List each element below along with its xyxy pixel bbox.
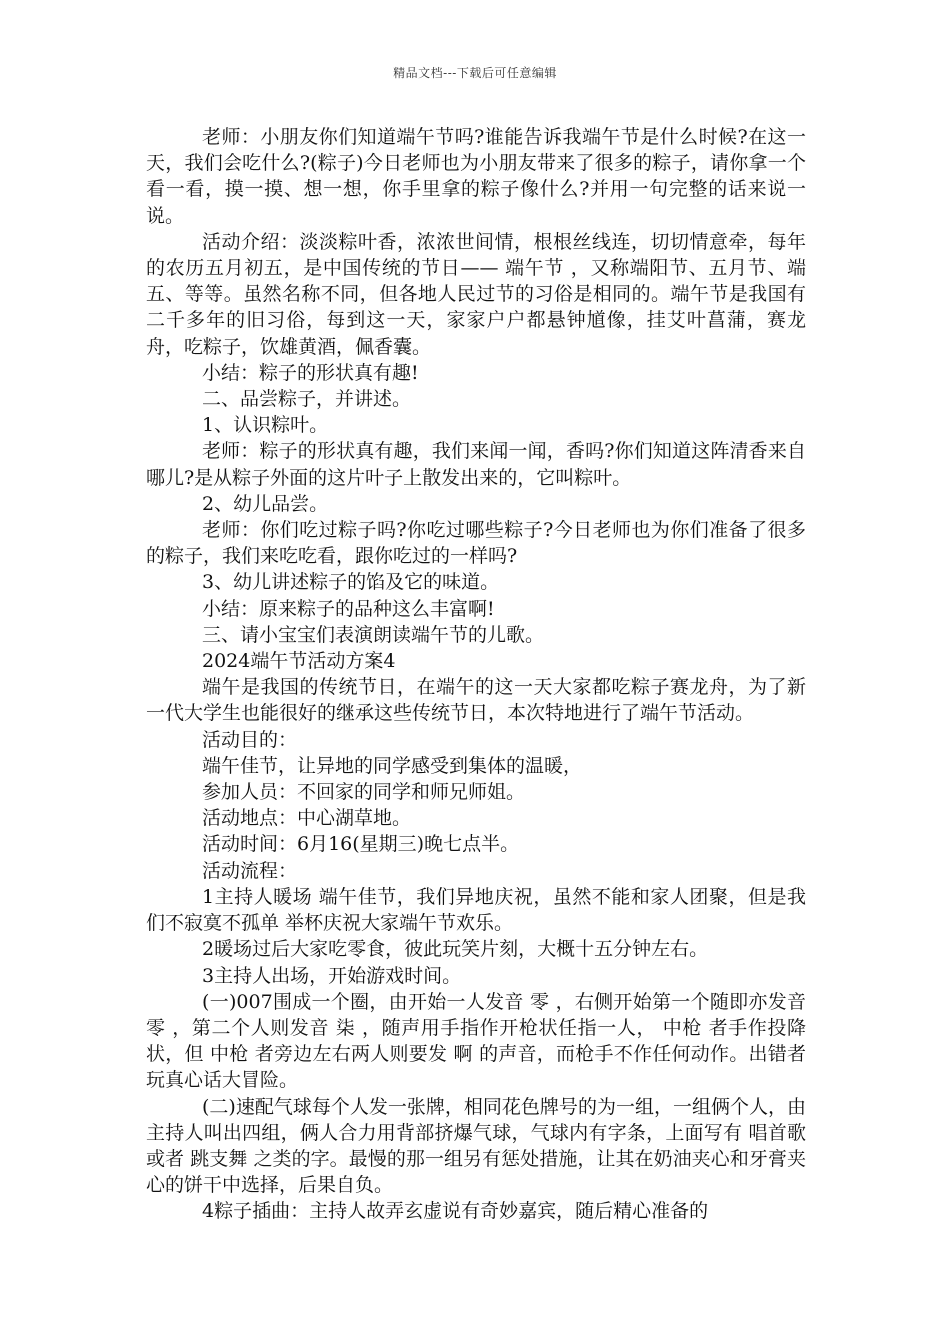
paragraph-teacher-leaf: 老师：粽子的形状真有趣，我们来闻一闻，香吗?你们知道这阵清香来自哪儿?是从粽子外面的这片叶子上散发出来的，它叫粽叶。 [146,440,806,489]
paragraph-section-2: 二、品尝粽子，并讲述。 [202,388,412,411]
paragraph-teacher-intro: 老师：小朋友你们知道端午节吗?谁能告诉我端午节是什么时候?在这一天，我们会吃什么?(粽子)今日老师也为小朋友带来了很多的粽子，请你拿一个看一看，摸一摸、想一想，你手里拿的粽子像什么?并用一句完整的话来说一说。 [146,126,806,227]
paragraph-game-balloon: (二)速配气球每个人发一张牌，相同花色牌号的为一组，一组俩个人，由主持人叫出四组，俩人合力用背部挤爆气球，气球内有字条，上面写有 唱首歌 或者 跳支舞 之类的字。最慢的那一组另有惩处措施，让其在奶油夹心和牙膏夹心的饼干中选择，后果自负。 [146,1095,806,1197]
paragraph-location: 活动地点：中心湖草地。 [202,807,412,830]
paragraph-plan-intro: 端午是我国的传统节日，在端午的这一天大家都吃粽子赛龙舟，为了新一代大学生也能很好的继承这些传统节日，本次特地进行了端午节活动。 [146,676,806,725]
paragraph-section-3: 三、请小宝宝们表演朗读端午节的儿歌。 [202,623,545,646]
paragraph-step-2: 2、幼儿品尝。 [202,492,329,515]
page-header: 精品文档---下载后可任意编辑 [393,66,557,80]
paragraph-step-1: 1、认识粽叶。 [202,414,329,437]
paragraph-process-label: 活动流程： [202,859,298,882]
paragraph-purpose: 端午佳节，让异地的同学感受到集体的温暖， [202,754,583,777]
paragraph-process-2: 2暖场过后大家吃零食，彼此玩笑片刻，大概十五分钟左右。 [202,938,709,961]
paragraph-step-3: 3、幼儿讲述粽子的馅及它的味道。 [202,571,500,594]
paragraph-process-1: 1主持人暖场 端午佳节，我们异地庆祝，虽然不能和家人团聚，但是我们不寂寞不孤单 举杯庆祝大家端午节欢乐。 [146,885,806,935]
paragraph-plan-title: 2024端午节活动方案4 [202,650,396,673]
paragraph-activity-intro: 活动介绍：淡淡粽叶香，浓浓世间情，根根丝线连，切切情意牵，每年的农历五月初五，是中国传统的节日—— 端午节 ，又称端阳节、五月节、端五、等等。虽然名称不同，但各地人民过节的习俗是相同的。端午节是我国有二千多年的旧习俗，每到这一天，家家户户都悬钟馗像，挂艾叶菖蒲，赛龙舟，吃粽子，饮雄黄酒，佩香囊。 [146,230,806,358]
paragraph-summary-2: 小结：原来粽子的品种这么丰富啊! [202,597,495,620]
paragraph-process-4: 4粽子插曲：主持人故弄玄虚说有奇妙嘉宾，随后精心准备的 [202,1200,709,1223]
paragraph-participants: 参加人员：不回家的同学和师兄师姐。 [202,781,526,804]
paragraph-game-007: (一)007围成一个圈，由开始一人发音 零 ，右侧开始第一个随即亦发音 零 ，第二个人则发音 柒 ，随声用手指作开枪状任指一人， 中枪 者手作投降状，但 中枪 者旁边左右两人则要发 啊 的声音，而枪手不作任何动作。出错者玩真心话大冒险。 [146,990,806,1092]
paragraph-purpose-label: 活动目的： [202,728,298,751]
paragraph-teacher-taste: 老师：你们吃过粽子吗?你吃过哪些粽子?今日老师也为你们准备了很多的粽子，我们来吃吃看，跟你吃过的一样吗? [146,519,806,568]
paragraph-summary-1: 小结：粽子的形状真有趣! [202,361,419,384]
paragraph-process-3: 3主持人出场，开始游戏时间。 [202,964,462,987]
document-body [146,124,806,1225]
paragraph-time: 活动时间：6月16(星期三)晚七点半。 [202,833,520,856]
